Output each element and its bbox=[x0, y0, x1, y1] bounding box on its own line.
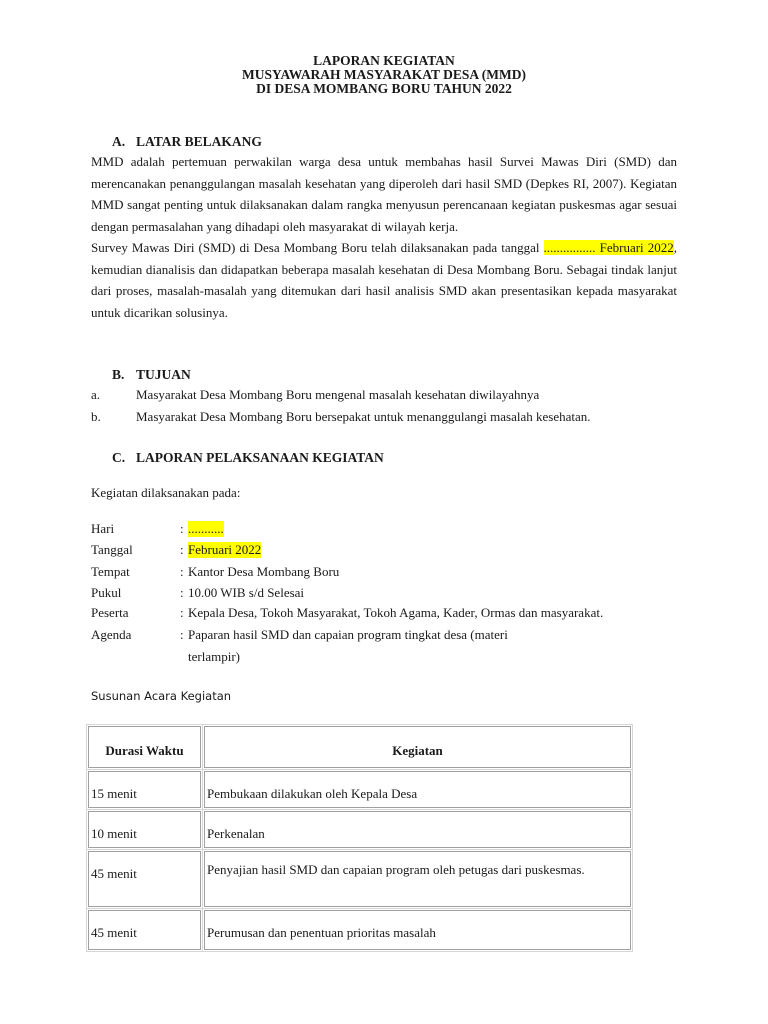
detail-value: ........... bbox=[188, 521, 224, 536]
detail-colon: : bbox=[180, 521, 184, 536]
row-kegiatan: Perkenalan bbox=[207, 826, 265, 841]
tujuan-text: Masyarakat Desa Mombang Boru mengenal masalah kesehatan diwilayahnya bbox=[136, 387, 540, 402]
row-kegiatan: Penyajian hasil SMD dan capaian program oleh petugas dari puskesmas. bbox=[207, 862, 585, 877]
section-c-title: LAPORAN PELAKSANAAN KEGIATAN bbox=[136, 450, 384, 465]
kegiatan-intro: Kegiatan dilaksanakan pada: bbox=[91, 485, 241, 500]
tujuan-marker: a. bbox=[91, 387, 101, 402]
row-durasi: 10 menit bbox=[91, 826, 137, 841]
detail-value: 10.00 WIB s/d Selesai bbox=[188, 585, 305, 600]
detail-label: Agenda bbox=[91, 627, 132, 642]
para2-start: Survey Mawas Diri (SMD) di Desa Mombang Boru telah dilaksanakan pada tanggal bbox=[91, 240, 544, 255]
latar-belakang-paragraph-1: MMD adalah pertemuan perwakilan warga desa untuk membahas hasil Survei Mawas Diri (SMD) dan merencanakan penanggulangan masalah kesehatan yang diperoleh dari hasil SMD (Depkes RI, 2007). Kegiatan MMD sangat penting untuk dilaksanakan dalam rangka menyusun perencanaan kegiatan puskesmas agar sesuai dengan permasalahan yang dihadapi oleh masyarakat di wilayah kerja. bbox=[91, 154, 677, 234]
section-a-number: A. bbox=[112, 134, 126, 149]
table-cell bbox=[204, 851, 631, 907]
table-header-cell bbox=[88, 726, 201, 768]
tujuan-text: Masyarakat Desa Mombang Boru bersepakat untuk menanggulangi masalah kesehatan. bbox=[136, 409, 591, 424]
table-cell bbox=[204, 910, 631, 950]
detail-colon: : bbox=[180, 605, 184, 620]
susunan-acara-table bbox=[88, 726, 631, 958]
susunan-title: Susunan Acara Kegiatan bbox=[91, 689, 232, 703]
table-header-cell bbox=[204, 726, 631, 768]
detail-colon: : bbox=[180, 627, 184, 642]
header-kegiatan: Kegiatan bbox=[392, 743, 443, 758]
detail-label: Pukul bbox=[91, 585, 122, 600]
section-a-title: LATAR BELAKANG bbox=[136, 134, 262, 149]
section-c-heading bbox=[112, 450, 384, 466]
doc-title-line2: MUSYAWARAH MASYARAKAT DESA (MMD) bbox=[242, 67, 526, 82]
detail-colon: : bbox=[180, 542, 184, 557]
highlighted-date: ................ Februari 2022 bbox=[543, 240, 674, 255]
detail-label: Tempat bbox=[91, 564, 130, 579]
detail-label: Peserta bbox=[91, 605, 129, 620]
detail-colon: : bbox=[180, 564, 184, 579]
para2-end: , kemudian dianalisis dan didapatkan beberapa masalah kesehatan di Desa Mombang Boru. Sebagai tindak lanjut dari proses, masalah-masalah yang ditemukan dari hasil analisis SMD akan presentasikan kepada masyarakat untuk dicarikan solusinya. bbox=[91, 240, 677, 320]
doc-title-line3: DI DESA MOMBANG BORU TAHUN 2022 bbox=[256, 81, 512, 96]
table-cell bbox=[204, 811, 631, 848]
section-b-number: B. bbox=[112, 367, 125, 382]
row-durasi: 15 menit bbox=[91, 786, 137, 801]
section-a-heading bbox=[112, 134, 262, 150]
row-durasi: 45 menit bbox=[91, 925, 137, 940]
latar-belakang-paragraph-2 bbox=[91, 237, 677, 323]
table-cell bbox=[88, 771, 201, 808]
header-durasi: Durasi Waktu bbox=[105, 743, 184, 758]
section-a-body bbox=[91, 151, 677, 323]
section-b-heading bbox=[112, 367, 191, 383]
tujuan-item bbox=[91, 409, 591, 425]
row-durasi: 45 menit bbox=[91, 866, 137, 881]
tujuan-marker: b. bbox=[91, 409, 101, 424]
detail-label: Hari bbox=[91, 521, 115, 536]
detail-value: Kepala Desa, Tokoh Masyarakat, Tokoh Agama, Kader, Ormas dan masyarakat. bbox=[188, 605, 604, 620]
table-cell bbox=[88, 910, 201, 950]
detail-value: Kantor Desa Mombang Boru bbox=[188, 564, 340, 579]
table-cell bbox=[88, 851, 201, 907]
row-kegiatan: Perumusan dan penentuan prioritas masalah bbox=[207, 925, 436, 940]
detail-value-continued: terlampir) bbox=[188, 649, 240, 664]
row-kegiatan: Pembukaan dilakukan oleh Kepala Desa bbox=[207, 786, 418, 801]
doc-title-line1: LAPORAN KEGIATAN bbox=[313, 53, 455, 68]
detail-label: Tanggal bbox=[91, 542, 133, 557]
table-cell bbox=[204, 771, 631, 808]
section-c-number: C. bbox=[112, 450, 126, 465]
detail-value: Februari 2022 bbox=[188, 542, 262, 557]
tujuan-item bbox=[91, 387, 539, 403]
table-cell bbox=[88, 811, 201, 848]
detail-colon: : bbox=[180, 585, 184, 600]
detail-value: Paparan hasil SMD dan capaian program tingkat desa (materi bbox=[188, 627, 508, 642]
section-b-title: TUJUAN bbox=[136, 367, 191, 382]
